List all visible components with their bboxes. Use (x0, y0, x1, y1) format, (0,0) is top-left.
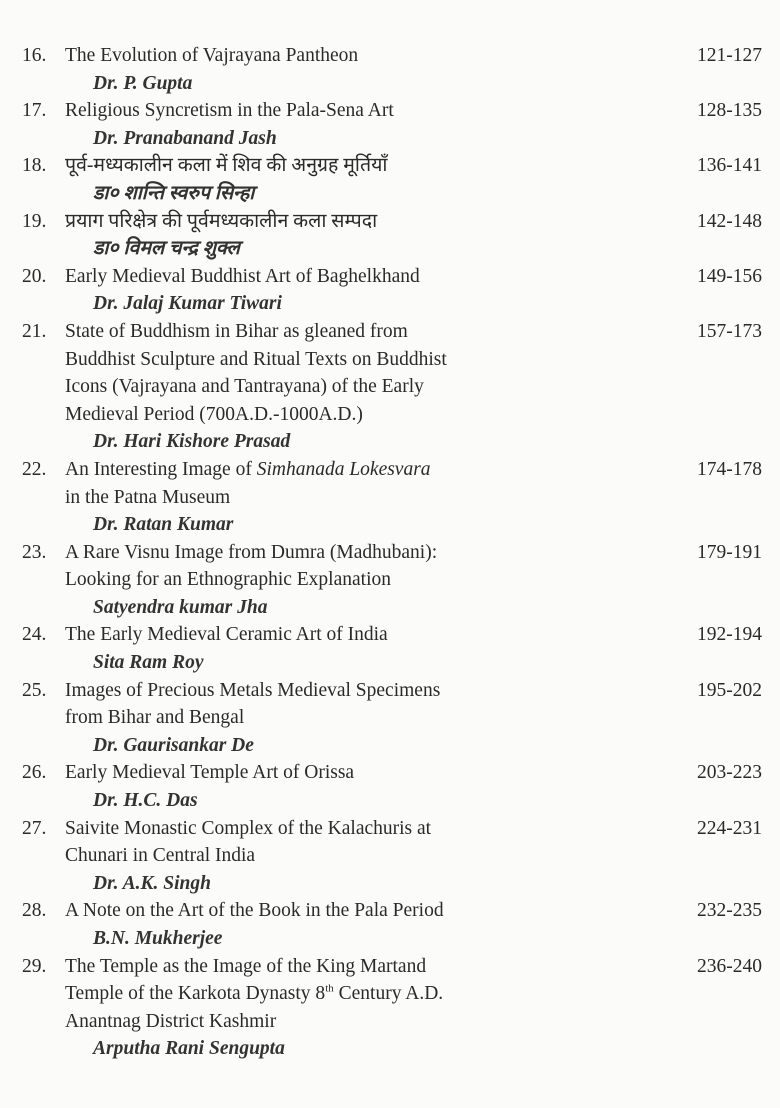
title-segment: th (325, 982, 334, 995)
entry-title-line (0, 318, 780, 346)
title-segment: Early Medieval Temple Art of Orissa (65, 762, 355, 784)
entry-title-line (0, 677, 780, 705)
title-segment: Buddhist Sculpture and Ritual Texts on Buddhist (65, 348, 447, 370)
entry-number: 21. (22, 320, 47, 342)
entry-title-line (0, 97, 780, 125)
entry-pages: 203-223 (697, 762, 762, 784)
entry-number: 16. (22, 45, 47, 66)
entry-pages: 174-178 (697, 458, 762, 480)
entry-author: Dr. Gaurisankar De (93, 734, 254, 756)
entry-pages: 149-156 (697, 265, 762, 287)
title-segment: Century A.D. (333, 983, 444, 1005)
entry-pages: 128-135 (697, 100, 762, 122)
entry-pages: 179-191 (697, 541, 762, 563)
title-segment: Anantnag District Kashmir (65, 1010, 277, 1032)
entry-author: Arputha Rani Sengupta (93, 1038, 285, 1060)
title-segment: The Temple as the Image of the King Martand (65, 955, 427, 977)
entry-pages: 157-173 (697, 320, 762, 342)
entry-title-line (0, 456, 780, 484)
entry-number: 26. (22, 762, 47, 784)
entry-author: डा० शान्ति स्वरुप सिन्हा (93, 182, 255, 204)
title-segment: A Note on the Art of the Book in the Pala Period (65, 900, 444, 922)
entry-pages: 236-240 (697, 955, 762, 977)
title-segment: Images of Precious Metals Medieval Specimens (65, 679, 441, 701)
entry-author: B.N. Mukherjee (93, 928, 223, 949)
entry-number: 23. (22, 541, 47, 563)
entry-author: Dr. P. Gupta (93, 72, 193, 94)
toc-entry (0, 42, 780, 97)
entry-pages: 224-231 (697, 817, 762, 839)
entry-author: Sita Ram Roy (93, 652, 204, 674)
entry-author: Dr. Hari Kishore Prasad (93, 431, 291, 453)
entry-number: 24. (22, 624, 47, 646)
entry-pages: 121-127 (697, 45, 762, 66)
entry-title-line (0, 346, 780, 374)
entry-number: 29. (22, 955, 47, 977)
entry-pages: 192-194 (697, 624, 762, 646)
entry-author: Dr. Jalaj Kumar Tiwari (93, 293, 282, 315)
entry-pages: 232-235 (697, 900, 762, 922)
entry-title-line (0, 42, 780, 70)
entry-number: 20. (22, 265, 47, 287)
toc-entry (0, 208, 780, 263)
entry-title-line (0, 704, 780, 732)
entry-number: 22. (22, 458, 47, 480)
entry-pages: 195-202 (697, 679, 762, 701)
entry-number: 27. (22, 817, 47, 839)
title-segment: State of Buddhism in Bihar as gleaned from (65, 320, 408, 342)
toc-entry (0, 815, 780, 898)
entry-title-line (0, 566, 780, 594)
entry-title-line (0, 263, 780, 291)
title-segment: Saivite Monastic Complex of the Kalachuris at (65, 817, 432, 839)
title-segment: The Evolution of Vajrayana Pantheon (65, 45, 359, 66)
toc-entry (0, 621, 780, 676)
entry-title-line (0, 373, 780, 401)
entry-number: 19. (22, 210, 47, 232)
title-segment: Medieval Period (700A.D.-1000A.D.) (65, 403, 363, 425)
title-segment: Religious Syncretism in the Pala-Sena Art (65, 100, 394, 122)
entry-title-line (0, 953, 780, 981)
title-segment: Simhanada Lokesvara (256, 458, 431, 480)
entry-title-line (0, 621, 780, 649)
entry-author: Dr. Pranabanand Jash (93, 127, 277, 149)
title-segment: Looking for an Ethnographic Explanation (65, 569, 391, 591)
entry-author: Dr. Ratan Kumar (93, 514, 234, 536)
entry-pages: 142-148 (697, 210, 762, 232)
entry-title-line (0, 842, 780, 870)
entry-title-line (0, 152, 780, 180)
entry-number: 18. (22, 155, 47, 177)
title-segment: The Early Medieval Ceramic Art of India (65, 624, 388, 646)
entry-title-line (0, 539, 780, 567)
toc-entry (0, 263, 780, 318)
title-segment: A Rare Visnu Image from Dumra (Madhubani): (65, 541, 438, 563)
entry-number: 28. (22, 900, 47, 922)
entry-pages: 136-141 (697, 155, 762, 177)
entry-author: Dr. A.K. Singh (93, 872, 211, 894)
toc-entry (0, 677, 780, 760)
toc-entry (0, 152, 780, 207)
entry-title-line (0, 401, 780, 429)
toc-entry (0, 97, 780, 152)
title-segment: An Interesting Image of (65, 458, 257, 480)
entry-author: Satyendra kumar Jha (93, 596, 268, 618)
table-of-contents (0, 42, 780, 1063)
entry-title-line (0, 1008, 780, 1036)
entry-title-line (0, 484, 780, 512)
toc-entry (0, 897, 780, 952)
entry-number: 25. (22, 679, 47, 701)
entry-title-line (0, 980, 780, 1008)
entry-title-line (0, 759, 780, 787)
title-segment: from Bihar and Bengal (65, 707, 245, 729)
title-segment: Temple of the Karkota Dynasty 8 (65, 983, 326, 1005)
title-segment: Early Medieval Buddhist Art of Baghelkhand (65, 265, 420, 287)
entry-number: 17. (22, 100, 47, 122)
toc-entry (0, 539, 780, 622)
title-segment: प्रयाग परिक्षेत्र की पूर्वमध्यकालीन कला सम्पदा (65, 210, 378, 232)
entry-title-line (0, 815, 780, 843)
entry-author: Dr. H.C. Das (93, 790, 198, 812)
toc-entry (0, 953, 780, 1063)
entry-title-line (0, 897, 780, 925)
toc-entry (0, 318, 780, 456)
toc-entry (0, 456, 780, 539)
toc-entry (0, 759, 780, 814)
title-segment: Icons (Vajrayana and Tantrayana) of the Early (65, 376, 424, 398)
title-segment: पूर्व-मध्यकालीन कला में शिव की अनुग्रह मूर्तियाँ (65, 155, 388, 177)
entry-title-line (0, 208, 780, 236)
title-segment: in the Patna Museum (65, 486, 231, 508)
title-segment: Chunari in Central India (65, 845, 256, 867)
entry-author: डा० विमल चन्द्र शुक्ल (93, 238, 240, 260)
